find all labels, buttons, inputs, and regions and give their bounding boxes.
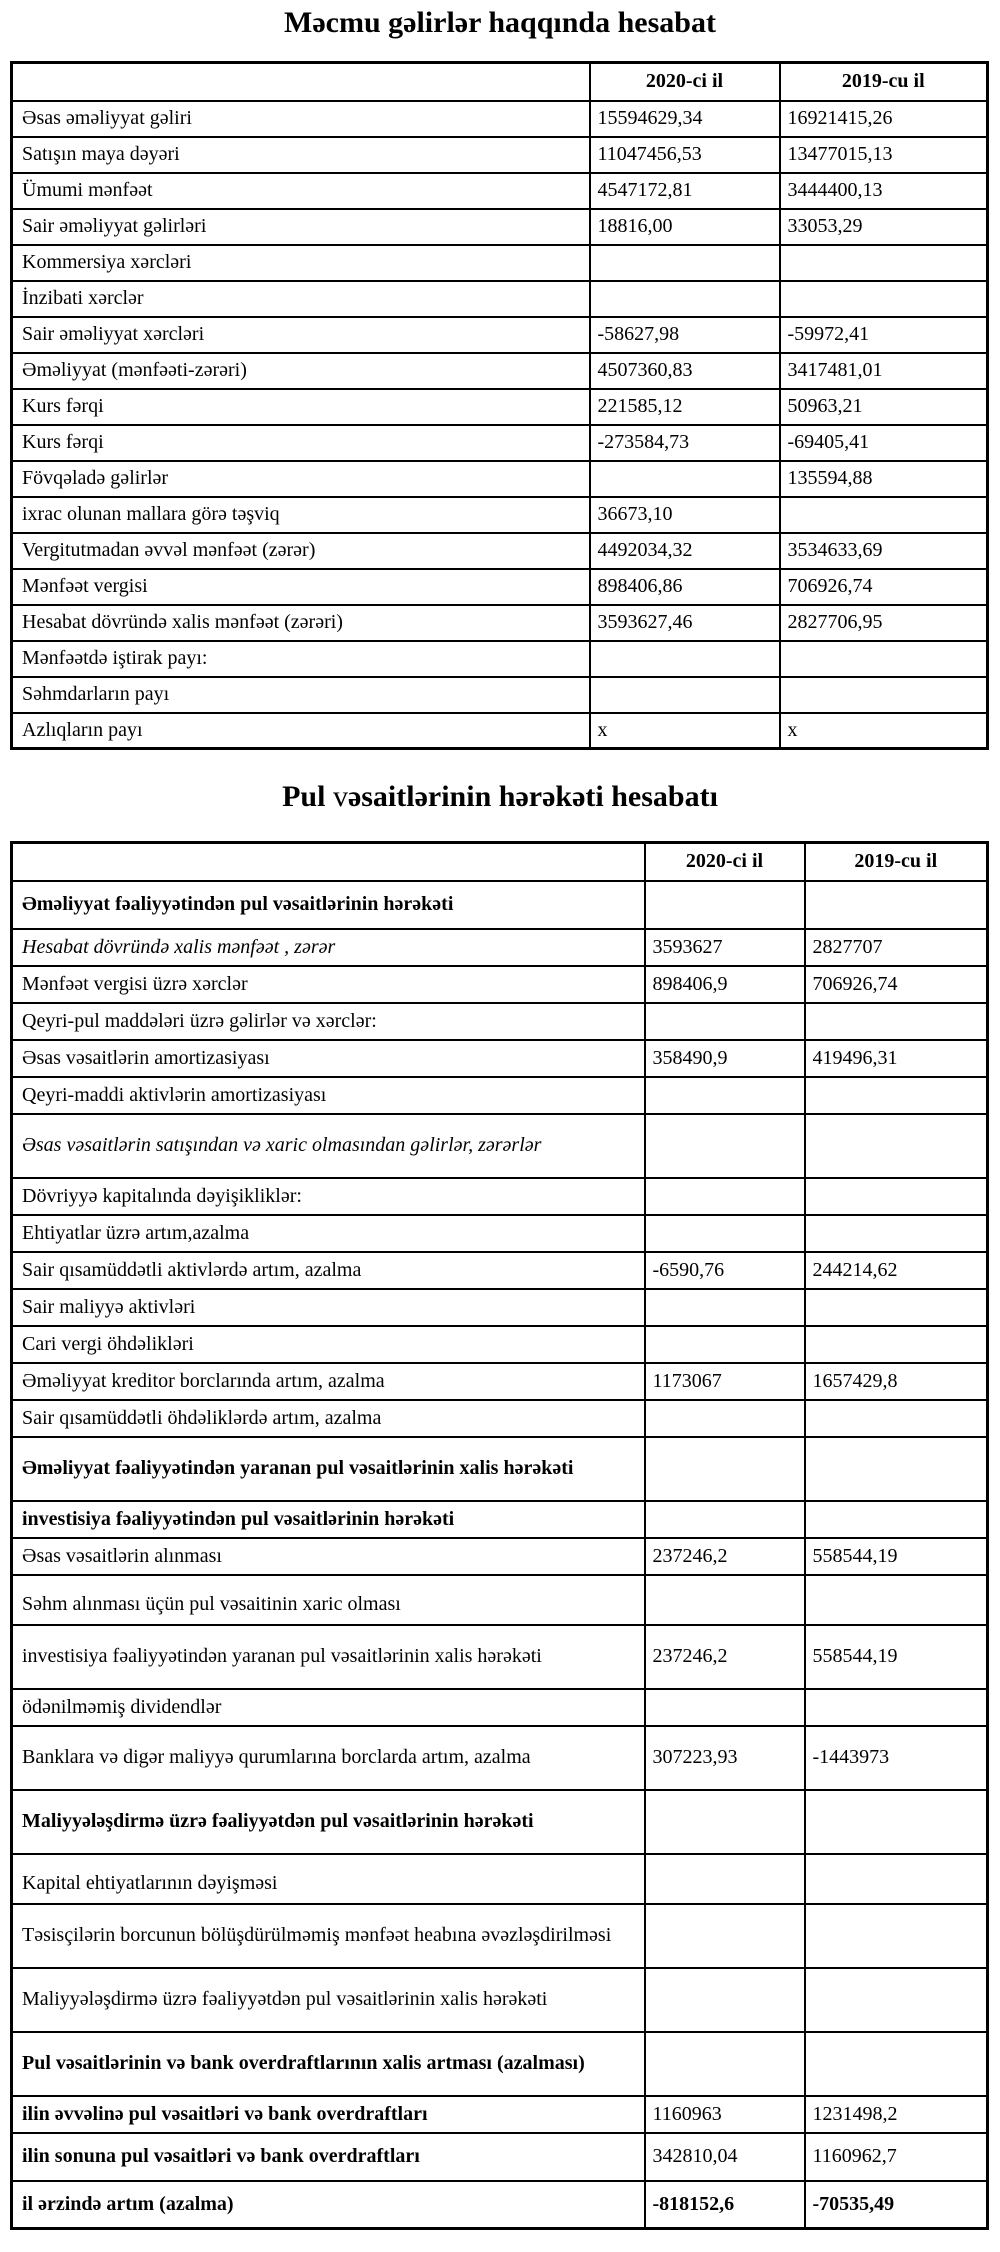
row-label: Azlıqların payı: [12, 713, 590, 749]
row-label: Vergitutmadan əvvəl mənfəət (zərər): [12, 533, 590, 569]
value-2019: 13477015,13: [780, 137, 988, 173]
value-2019: 3417481,01: [780, 353, 988, 389]
value-2020: [590, 245, 780, 281]
row-label: investisiya fəaliyyətindən pul vəsaitlərinin hərəkəti: [12, 1501, 645, 1538]
table-row: [12, 1625, 988, 1689]
table-row: [12, 1252, 988, 1289]
table-row: [12, 497, 988, 533]
value-2019: [780, 281, 988, 317]
income-statement-body: [12, 101, 988, 749]
value-2020: 4507360,83: [590, 353, 780, 389]
value-2020: [645, 1326, 805, 1363]
table-row: [12, 1689, 988, 1726]
table-row: [12, 1289, 988, 1326]
row-label: Əsas vəsaitlərin amortizasiyası: [12, 1040, 645, 1077]
value-2019: [805, 1077, 988, 1114]
value-2020: [590, 677, 780, 713]
table-row: [12, 317, 988, 353]
row-label: Sair qısamüddətli öhdəliklərdə artım, azalma: [12, 1400, 645, 1437]
table-row: [12, 281, 988, 317]
header-year-2019: 2019-cu il: [805, 842, 988, 881]
value-2020: 11047456,53: [590, 137, 780, 173]
value-2019: [805, 1326, 988, 1363]
table-row: [12, 569, 988, 605]
title-letter-v: v: [332, 780, 348, 813]
table-row: [12, 1904, 988, 1968]
value-2020: 237246,2: [645, 1538, 805, 1575]
table-row: [12, 1538, 988, 1575]
value-2019: [780, 641, 988, 677]
value-2020: [645, 1854, 805, 1904]
row-label: Mənfəət vergisi: [12, 569, 590, 605]
header-year-2020: 2020-ci il: [645, 842, 805, 881]
value-2020: [645, 1289, 805, 1326]
row-label: Sair qısamüddətli aktivlərdə artım, azalma: [12, 1252, 645, 1289]
value-2019: -1443973: [805, 1726, 988, 1790]
row-label: Pul vəsaitlərinin və bank overdraftlarının xalis artması (azalması): [12, 2032, 645, 2096]
table-row: [12, 677, 988, 713]
value-2020: 898406,86: [590, 569, 780, 605]
row-label: Əsas vəsaitlərin alınması: [12, 1538, 645, 1575]
value-2019: [805, 1689, 988, 1726]
row-label: Əsas əməliyyat gəliri: [12, 101, 590, 137]
row-label: Qeyri-maddi aktivlərin amortizasiyası: [12, 1077, 645, 1114]
value-2019: 558544,19: [805, 1538, 988, 1575]
table-row: [12, 881, 988, 929]
row-label: Qeyri-pul maddələri üzrə gəlirlər və xərclər:: [12, 1003, 645, 1040]
value-2019: [780, 245, 988, 281]
header-year-2020: 2020-ci il: [590, 62, 780, 101]
value-2020: [645, 1114, 805, 1178]
table-row: [12, 137, 988, 173]
value-2019: -69405,41: [780, 425, 988, 461]
table-row: [12, 1575, 988, 1625]
table-row: [12, 1077, 988, 1114]
value-2020: -818152,6: [645, 2181, 805, 2229]
value-2020: [645, 1968, 805, 2032]
title-text-end: əsaitlərinin hərəkəti hesabatı: [347, 780, 718, 813]
table-row: [12, 1400, 988, 1437]
table-row: [12, 425, 988, 461]
value-2019: [805, 1003, 988, 1040]
table-row: [12, 1040, 988, 1077]
value-2019: 558544,19: [805, 1625, 988, 1689]
value-2019: 706926,74: [805, 966, 988, 1003]
row-label: Əməliyyat fəaliyyətindən pul vəsaitlərinin hərəkəti: [12, 881, 645, 929]
value-2019: [805, 1215, 988, 1252]
row-label: ilin sonuna pul vəsaitləri və bank overdraftları: [12, 2133, 645, 2181]
value-2020: [645, 1077, 805, 1114]
value-2020: 4547172,81: [590, 173, 780, 209]
value-2019: [805, 1790, 988, 1854]
row-label: Kurs fərqi: [12, 389, 590, 425]
header-empty-cell: [12, 62, 590, 101]
value-2020: [645, 1790, 805, 1854]
table-row: [12, 2133, 988, 2181]
value-2019: [805, 881, 988, 929]
table-row: [12, 389, 988, 425]
table-row: [12, 2181, 988, 2229]
row-label: Maliyyələşdirmə üzrə fəaliyyətdən pul vəsaitlərinin hərəkəti: [12, 1790, 645, 1854]
row-label: Sair əməliyyat gəlirləri: [12, 209, 590, 245]
value-2020: 237246,2: [645, 1625, 805, 1689]
title-text-start: Pul: [282, 780, 333, 813]
table-row: [12, 2096, 988, 2133]
value-2019: [805, 1437, 988, 1501]
value-2019: [805, 1114, 988, 1178]
row-label: il ərzində artım (azalma): [12, 2181, 645, 2229]
value-2019: [805, 1968, 988, 2032]
table-row: [12, 173, 988, 209]
table-row: [12, 245, 988, 281]
cashflow-statement-table: [10, 841, 989, 2231]
value-2020: [645, 1400, 805, 1437]
value-2019: [805, 1501, 988, 1538]
row-label: Hesabat dövründə xalis mənfəət (zərəri): [12, 605, 590, 641]
row-label: investisiya fəaliyyətindən yaranan pul vəsaitlərinin xalis hərəkəti: [12, 1625, 645, 1689]
value-2019: [805, 1854, 988, 1904]
value-2020: [645, 881, 805, 929]
table-row: [12, 1968, 988, 2032]
value-2019: [805, 1289, 988, 1326]
income-statement-title: Məcmu gəlirlər haqqında hesabat: [284, 6, 716, 39]
table-row: [12, 605, 988, 641]
row-label: İnzibati xərclər: [12, 281, 590, 317]
table-row: [12, 353, 988, 389]
table-row: [12, 1215, 988, 1252]
value-2019: 244214,62: [805, 1252, 988, 1289]
value-2019: [805, 1904, 988, 1968]
value-2020: 221585,12: [590, 389, 780, 425]
value-2020: [590, 461, 780, 497]
table-row: [12, 713, 988, 749]
table-header-row: [12, 62, 988, 101]
table-row: [12, 1854, 988, 1904]
value-2020: 18816,00: [590, 209, 780, 245]
table-row: [12, 101, 988, 137]
cashflow-statement-body: [12, 881, 988, 2229]
value-2020: [645, 2032, 805, 2096]
row-label: Satışın maya dəyəri: [12, 137, 590, 173]
table-row: [12, 1326, 988, 1363]
table-row: [12, 1437, 988, 1501]
header-year-2019: 2019-cu il: [780, 62, 988, 101]
table-row: [12, 2032, 988, 2096]
value-2020: 1173067: [645, 1363, 805, 1400]
value-2019: [805, 1400, 988, 1437]
row-label: Əsas vəsaitlərin satışından və xaric olmasından gəlirlər, zərərlər: [12, 1114, 645, 1178]
value-2020: 307223,93: [645, 1726, 805, 1790]
row-label: Əməliyyat fəaliyyətindən yaranan pul vəsaitlərinin xalis hərəkəti: [12, 1437, 645, 1501]
value-2020: 4492034,32: [590, 533, 780, 569]
value-2020: [645, 1178, 805, 1215]
value-2020: -6590,76: [645, 1252, 805, 1289]
table-row: [12, 929, 988, 966]
value-2019: 2827706,95: [780, 605, 988, 641]
value-2019: [805, 1575, 988, 1625]
table-row: [12, 1790, 988, 1854]
value-2019: 419496,31: [805, 1040, 988, 1077]
row-label: Ehtiyatlar üzrə artım,azalma: [12, 1215, 645, 1252]
row-label: ilin əvvəlinə pul vəsaitləri və bank overdraftları: [12, 2096, 645, 2133]
value-2020: 3593627: [645, 929, 805, 966]
value-2020: [645, 1689, 805, 1726]
value-2019: 1657429,8: [805, 1363, 988, 1400]
value-2020: -273584,73: [590, 425, 780, 461]
value-2019: 50963,21: [780, 389, 988, 425]
table-row: [12, 1003, 988, 1040]
value-2019: [805, 1178, 988, 1215]
value-2019: [780, 497, 988, 533]
row-label: Ümumi mənfəət: [12, 173, 590, 209]
header-empty-cell: [12, 842, 645, 881]
row-label: Cari vergi öhdəlikləri: [12, 1326, 645, 1363]
value-2019: 3444400,13: [780, 173, 988, 209]
value-2019: 706926,74: [780, 569, 988, 605]
value-2019: [780, 677, 988, 713]
value-2019: 16921415,26: [780, 101, 988, 137]
value-2020: 898406,9: [645, 966, 805, 1003]
value-2020: 342810,04: [645, 2133, 805, 2181]
row-label: Banklara və digər maliyyə qurumlarına borclarda artım, azalma: [12, 1726, 645, 1790]
value-2019: 135594,88: [780, 461, 988, 497]
value-2020: [645, 1501, 805, 1538]
table-row: [12, 461, 988, 497]
row-label: Təsisçilərin borcunun bölüşdürülməmiş mənfəət heabına əvəzləşdirilməsi: [12, 1904, 645, 1968]
row-label: ödənilməmiş dividendlər: [12, 1689, 645, 1726]
value-2020: [645, 1575, 805, 1625]
row-label: Kommersiya xərcləri: [12, 245, 590, 281]
value-2020: [645, 1215, 805, 1252]
value-2019: 1160962,7: [805, 2133, 988, 2181]
value-2019: 33053,29: [780, 209, 988, 245]
value-2020: [590, 641, 780, 677]
value-2020: [645, 1437, 805, 1501]
value-2020: x: [590, 713, 780, 749]
table-row: [12, 209, 988, 245]
value-2020: 15594629,34: [590, 101, 780, 137]
row-label: Sair əməliyyat xərcləri: [12, 317, 590, 353]
row-label: Mənfəət vergisi üzrə xərclər: [12, 966, 645, 1003]
table-row: [12, 1363, 988, 1400]
table-row: [12, 533, 988, 569]
row-label: Mənfəətdə iştirak payı:: [12, 641, 590, 677]
value-2019: -59972,41: [780, 317, 988, 353]
table-row: [12, 641, 988, 677]
value-2020: 36673,10: [590, 497, 780, 533]
value-2020: [590, 281, 780, 317]
value-2019: [805, 2032, 988, 2096]
value-2020: 358490,9: [645, 1040, 805, 1077]
table-row: [12, 1114, 988, 1178]
row-label: Dövriyyə kapitalında dəyişikliklər:: [12, 1178, 645, 1215]
value-2020: 3593627,46: [590, 605, 780, 641]
value-2020: 1160963: [645, 2096, 805, 2133]
row-label: Sair maliyyə aktivləri: [12, 1289, 645, 1326]
income-statement-table: [10, 61, 989, 751]
value-2019: x: [780, 713, 988, 749]
value-2019: 1231498,2: [805, 2096, 988, 2133]
row-label: Kurs fərqi: [12, 425, 590, 461]
row-label: Hesabat dövründə xalis mənfəət , zərər: [12, 929, 645, 966]
row-label: Səhmdarların payı: [12, 677, 590, 713]
value-2019: -70535,49: [805, 2181, 988, 2229]
table-row: [12, 1501, 988, 1538]
table-header-row: [12, 842, 988, 881]
table-row: [12, 1178, 988, 1215]
value-2019: 2827707: [805, 929, 988, 966]
value-2020: [645, 1003, 805, 1040]
row-label: Əməliyyat (mənfəəti-zərəri): [12, 353, 590, 389]
table-row: [12, 1726, 988, 1790]
value-2019: 3534633,69: [780, 533, 988, 569]
value-2020: [645, 1904, 805, 1968]
row-label: ixrac olunan mallara görə təşviq: [12, 497, 590, 533]
row-label: Maliyyələşdirmə üzrə fəaliyyətdən pul vəsaitlərinin xalis hərəkəti: [12, 1968, 645, 2032]
row-label: Fövqəladə gəlirlər: [12, 461, 590, 497]
value-2020: -58627,98: [590, 317, 780, 353]
row-label: Səhm alınması üçün pul vəsaitinin xaric olması: [12, 1575, 645, 1625]
row-label: Əməliyyat kreditor borclarında artım, azalma: [12, 1363, 645, 1400]
row-label: Kapital ehtiyatlarının dəyişməsi: [12, 1854, 645, 1904]
table-row: [12, 966, 988, 1003]
cashflow-statement-title: [0, 780, 1000, 815]
